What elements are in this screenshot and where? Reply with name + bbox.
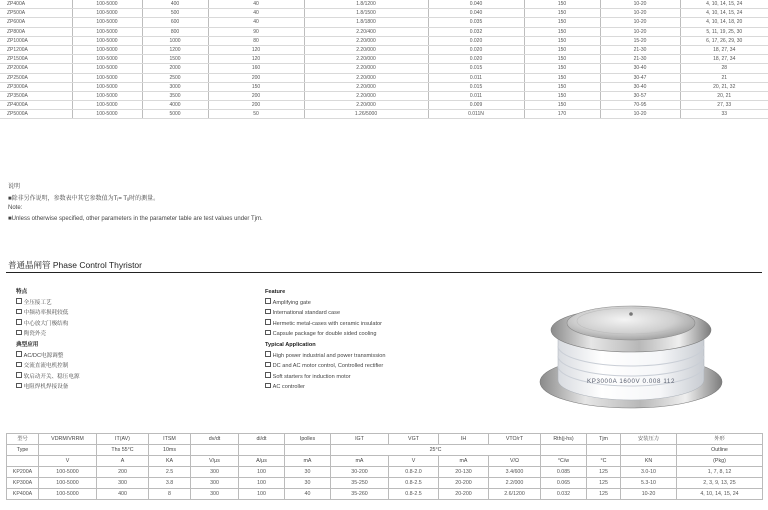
table-cell: ZP500A xyxy=(0,9,72,18)
unit-cell: A xyxy=(97,456,149,467)
features-cn-heading: 特点 xyxy=(16,289,28,295)
col-header: 外形 xyxy=(677,434,763,445)
section-divider xyxy=(6,272,762,273)
table-cell: 0.040 xyxy=(428,0,524,9)
table-cell: 2.20/000 xyxy=(304,101,428,110)
note-cn-label: 说明 xyxy=(8,184,21,190)
features-cn xyxy=(16,287,80,393)
feature-cn-item: 中心放大门极结构 xyxy=(16,319,80,330)
table-cell: 1.8/1500 xyxy=(304,9,428,18)
application-cn-item: AC/DC电源调整 xyxy=(16,351,80,362)
table-cell: 400 xyxy=(97,489,149,500)
col-header: IH xyxy=(439,434,489,445)
application-en-item: Soft starters for induction motor xyxy=(265,372,385,383)
table-cell: 15-20 xyxy=(600,36,680,45)
table-cell: 600 xyxy=(142,18,208,27)
table-cell: 100-5000 xyxy=(72,64,142,73)
table-cell: 20, 21, 32 xyxy=(680,82,768,91)
table-cell: ZP1000A xyxy=(0,36,72,45)
table-cell: 10-20 xyxy=(600,0,680,9)
table-cell: 6, 17, 26, 29, 30 xyxy=(680,36,768,45)
table-row xyxy=(0,91,768,100)
application-en-item: High power industrial and power transmission xyxy=(265,351,385,362)
table-cell: 100-5000 xyxy=(72,18,142,27)
table-cell: 28 xyxy=(680,64,768,73)
table-cell: 0.035 xyxy=(428,18,524,27)
col-header: VDRM/VRRM xyxy=(39,434,97,445)
table-cell: 0.020 xyxy=(428,36,524,45)
table-cell: 200 xyxy=(208,73,304,82)
table-cell: 150 xyxy=(524,73,600,82)
table-cell: 5.3-10 xyxy=(621,478,677,489)
unit-cell: mA xyxy=(439,456,489,467)
table-cell: 150 xyxy=(524,36,600,45)
table-cell: 2500 xyxy=(142,73,208,82)
table-cell: 2.20/400 xyxy=(304,27,428,36)
table-cell: 1000 xyxy=(142,36,208,45)
table-cell: 150 xyxy=(524,9,600,18)
table-cell: 30-40 xyxy=(600,64,680,73)
table-cell: 100-5000 xyxy=(72,9,142,18)
table-cell: 100-5000 xyxy=(39,478,97,489)
unit-cell: (Pkg) xyxy=(677,456,763,467)
table-cell: 3000 xyxy=(142,82,208,91)
table-cell: 100-5000 xyxy=(39,489,97,500)
col-header: VTO/rT xyxy=(489,434,541,445)
table-cell: 150 xyxy=(524,64,600,73)
table-row xyxy=(7,478,763,489)
section-title: 普通晶闸管 Phase Control Thyristor xyxy=(8,260,142,270)
table-cell: 100-5000 xyxy=(72,101,142,110)
table-cell: ZP2000A xyxy=(0,64,72,73)
note-cn-text: ■除非另作说明，参数表中其它参数值为Tⱼ= Tⱼⱼ时的测量。 xyxy=(8,196,160,202)
table-cell: 0.032 xyxy=(541,489,587,500)
table-cell: 0.8-2.5 xyxy=(389,489,439,500)
table-cell: 2.20/000 xyxy=(304,73,428,82)
table-cell: 125 xyxy=(587,478,621,489)
col-header: Rth(j-hs) xyxy=(541,434,587,445)
table-cell: 300 xyxy=(191,467,239,478)
table-cell: KP400A xyxy=(7,489,39,500)
table-cell: 3.4/600 xyxy=(489,467,541,478)
unit-cell xyxy=(7,456,39,467)
unit-cell: V xyxy=(389,456,439,467)
table-cell: 20-200 xyxy=(439,478,489,489)
feature-cn-item: 中频功率损耗较低 xyxy=(16,308,80,319)
col-header: ITSM xyxy=(149,434,191,445)
table-header-row xyxy=(7,434,763,445)
table-cell: 80 xyxy=(208,36,304,45)
table-cell: 100-5000 xyxy=(72,0,142,9)
table-cell: 100 xyxy=(239,489,285,500)
table-cell: 10-20 xyxy=(600,27,680,36)
table-cell: 40 xyxy=(208,9,304,18)
table-cell: 300 xyxy=(97,478,149,489)
feature-en-item: International standard case xyxy=(265,308,385,319)
table-cell: ZP600A xyxy=(0,18,72,27)
note-en-text: ■Unless otherwise specified, other parameters in the parameter table are test values under Tjm. xyxy=(8,216,263,222)
table-row xyxy=(0,36,768,45)
table-cell: ZP2500A xyxy=(0,73,72,82)
feature-cn-item: 全压接工艺 xyxy=(16,298,80,309)
table-cell: 3500 xyxy=(142,91,208,100)
table-cell: 2000 xyxy=(142,64,208,73)
table-cell: 100-5000 xyxy=(72,91,142,100)
applications-en-heading: Typical Application xyxy=(265,341,316,348)
table-cell: 20-130 xyxy=(439,467,489,478)
table-cell: 40 xyxy=(285,489,331,500)
table-cell: 200 xyxy=(208,91,304,100)
col-header: Ipolles xyxy=(285,434,331,445)
table-cell: 2.2/000 xyxy=(489,478,541,489)
table-cell: 30-47 xyxy=(600,73,680,82)
table-cell: 50 xyxy=(208,110,304,119)
table-cell: 170 xyxy=(524,110,600,119)
table-cell: 1200 xyxy=(142,45,208,54)
table-cell: 400 xyxy=(142,0,208,9)
table-cell: 2.20/000 xyxy=(304,55,428,64)
table-row xyxy=(7,467,763,478)
table-cell: 30 xyxy=(285,467,331,478)
col-subheader: 10ms xyxy=(149,445,191,456)
table-cell: 150 xyxy=(524,91,600,100)
table-cell: 4000 xyxy=(142,101,208,110)
table-cell: 150 xyxy=(208,82,304,91)
table-cell: ZP4000A xyxy=(0,101,72,110)
table-cell: 125 xyxy=(587,489,621,500)
table-cell: 0.040 xyxy=(428,9,524,18)
application-cn-item: 软启动开关、稳压电源 xyxy=(16,372,80,383)
table-cell: 10-20 xyxy=(600,18,680,27)
unit-cell: mA xyxy=(285,456,331,467)
table-cell: 21-30 xyxy=(600,55,680,64)
table-row xyxy=(0,18,768,27)
col-subheader: Ths 55°C xyxy=(97,445,149,456)
col-header: 安装压力 xyxy=(621,434,677,445)
unit-cell: V/μs xyxy=(191,456,239,467)
device-label: KP3000A 1600V 0.008 112 xyxy=(587,378,675,385)
table-cell: ZP3000A xyxy=(0,82,72,91)
table-cell: 0.015 xyxy=(428,64,524,73)
table-cell: 0.8-2.5 xyxy=(389,478,439,489)
table-cell: 100-5000 xyxy=(72,55,142,64)
table-cell: 0.011N xyxy=(428,110,524,119)
note-en-label: Note: xyxy=(8,205,23,211)
table-cell: KP300A xyxy=(7,478,39,489)
feature-en-item: Hermetic metal-cases with ceramic insulator xyxy=(265,319,385,330)
table-row xyxy=(0,0,768,9)
unit-cell: V/Ω xyxy=(489,456,541,467)
table-cell: 160 xyxy=(208,64,304,73)
application-cn-item: 交流直流电机控制 xyxy=(16,361,80,372)
unit-cell: °C/w xyxy=(541,456,587,467)
table-cell: 0.011 xyxy=(428,91,524,100)
table-cell: 40 xyxy=(208,0,304,9)
feature-cn-item: 陶瓷外壳 xyxy=(16,329,80,340)
table-cell: 0.011 xyxy=(428,73,524,82)
col-header: di/dt xyxy=(239,434,285,445)
feature-en-item: Amplifying gate xyxy=(265,298,385,309)
table-cell: 5, 11, 19, 25, 30 xyxy=(680,27,768,36)
table-cell: 21 xyxy=(680,73,768,82)
table-cell: 2.6/1200 xyxy=(489,489,541,500)
table-cell: 150 xyxy=(524,18,600,27)
table-cell: 1.8/1200 xyxy=(304,0,428,9)
table-cell: KP200A xyxy=(7,467,39,478)
table-cell: 1.26/5000 xyxy=(304,110,428,119)
table-cell: 120 xyxy=(208,45,304,54)
top-electrode xyxy=(567,306,695,340)
table-subheader-row xyxy=(7,445,763,456)
table-cell: 500 xyxy=(142,9,208,18)
table-cell: 2.20/000 xyxy=(304,82,428,91)
table-cell: 4, 10, 14, 15, 24 xyxy=(677,489,763,500)
table-cell: 8 xyxy=(149,489,191,500)
table-cell: 40 xyxy=(208,18,304,27)
table-cell: 100 xyxy=(239,478,285,489)
table-cell: 2.20/000 xyxy=(304,64,428,73)
application-en-item: DC and AC motor control, Controlled rectifier xyxy=(265,361,385,372)
table-cell: ZP3500A xyxy=(0,91,72,100)
table-row xyxy=(0,55,768,64)
table-cell: 100-5000 xyxy=(72,82,142,91)
table-cell: 18, 27, 34 xyxy=(680,45,768,54)
table-cell: 5000 xyxy=(142,110,208,119)
table-cell: 100-5000 xyxy=(39,467,97,478)
table-row xyxy=(0,82,768,91)
table-cell: 150 xyxy=(524,0,600,9)
table-row xyxy=(0,73,768,82)
table-cell: 125 xyxy=(587,467,621,478)
table-cell: 21-30 xyxy=(600,45,680,54)
table-cell: 300 xyxy=(191,478,239,489)
table-cell: 4, 10, 14, 15, 24 xyxy=(680,0,768,9)
col-header: dv/dt xyxy=(191,434,239,445)
table-cell: 1500 xyxy=(142,55,208,64)
table-cell: 4, 10, 14, 15, 24 xyxy=(680,9,768,18)
table-cell: 4, 10, 14, 18, 20 xyxy=(680,18,768,27)
table-cell: 100-5000 xyxy=(72,27,142,36)
col-subheader: Outline xyxy=(677,445,763,456)
unit-cell: °C xyxy=(587,456,621,467)
table-cell: 2.20/000 xyxy=(304,91,428,100)
table-cell: 0.009 xyxy=(428,101,524,110)
table-cell: 20-200 xyxy=(439,489,489,500)
table-row xyxy=(7,489,763,500)
table-row xyxy=(0,27,768,36)
table-cell: 10-20 xyxy=(621,489,677,500)
table-cell: 200 xyxy=(97,467,149,478)
table-cell: 1, 7, 8, 12 xyxy=(677,467,763,478)
table-cell: 100-5000 xyxy=(72,73,142,82)
table-row xyxy=(0,45,768,54)
table-cell: 150 xyxy=(524,55,600,64)
table-row xyxy=(0,64,768,73)
table-cell: 100-5000 xyxy=(72,45,142,54)
table-cell: 30 xyxy=(285,478,331,489)
table-cell: 30-200 xyxy=(331,467,389,478)
table-cell: 18, 27, 34 xyxy=(680,55,768,64)
unit-cell: A/μs xyxy=(239,456,285,467)
table-cell: 0.8-2.0 xyxy=(389,467,439,478)
table-cell: 3.8 xyxy=(149,478,191,489)
table-cell: 2.20/000 xyxy=(304,45,428,54)
features-en xyxy=(265,287,385,393)
unit-cell: V xyxy=(39,456,97,467)
unit-cell: KA xyxy=(149,456,191,467)
table-cell: ZP800A xyxy=(0,27,72,36)
table-cell: 100-5000 xyxy=(72,110,142,119)
application-en-item: AC controller xyxy=(265,382,385,393)
col-header: VGT xyxy=(389,434,439,445)
table-cell: 100-5000 xyxy=(72,36,142,45)
table-row xyxy=(0,101,768,110)
table-cell: 800 xyxy=(142,27,208,36)
phase-control-thyristor-table xyxy=(6,433,763,500)
table-cell: 35-250 xyxy=(331,478,389,489)
col-header: IT(AV) xyxy=(97,434,149,445)
table-cell: 33 xyxy=(680,110,768,119)
thyristor-spec-table-top xyxy=(0,0,768,119)
applications-cn-heading: 典型应用 xyxy=(16,341,39,348)
table-cell: 200 xyxy=(208,101,304,110)
table-cell: 27, 33 xyxy=(680,101,768,110)
col-header: 型号 xyxy=(7,434,39,445)
table-cell: 0.020 xyxy=(428,55,524,64)
table-row xyxy=(0,9,768,18)
table-cell: 2.20/000 xyxy=(304,36,428,45)
table-cell: 0.032 xyxy=(428,27,524,36)
table-cell: ZP400A xyxy=(0,0,72,9)
table-cell: 150 xyxy=(524,45,600,54)
table-cell: 90 xyxy=(208,27,304,36)
table-cell: 0.065 xyxy=(541,478,587,489)
table-cell: 2.5 xyxy=(149,467,191,478)
table-cell: ZP1200A xyxy=(0,45,72,54)
table-cell: 10-20 xyxy=(600,9,680,18)
table-cell: 150 xyxy=(524,82,600,91)
table-cell: ZP5000A xyxy=(0,110,72,119)
table-cell: 20, 21 xyxy=(680,91,768,100)
col-subheader: Type xyxy=(7,445,39,456)
thyristor-device-image xyxy=(538,290,724,418)
application-cn-item: 电阻焊机焊接设备 xyxy=(16,382,80,393)
temp-condition: 25°C xyxy=(331,445,541,456)
table-cell: 35-260 xyxy=(331,489,389,500)
table-cell: 30-57 xyxy=(600,91,680,100)
col-header: IGT xyxy=(331,434,389,445)
table-cell: 100 xyxy=(239,467,285,478)
table-cell: 150 xyxy=(524,101,600,110)
table-cell: 0.015 xyxy=(428,82,524,91)
table-cell: 150 xyxy=(524,27,600,36)
unit-cell: KN xyxy=(621,456,677,467)
features-en-heading: Feature xyxy=(265,289,286,295)
table-cell: ZP1500A xyxy=(0,55,72,64)
table-cell: 0.020 xyxy=(428,45,524,54)
table-units-row xyxy=(7,456,763,467)
unit-cell: mA xyxy=(331,456,389,467)
table-row xyxy=(0,110,768,119)
feature-en-item: Capsule package for double sided cooling xyxy=(265,329,385,340)
table-cell: 0.085 xyxy=(541,467,587,478)
table-cell: 2, 3, 9, 13, 25 xyxy=(677,478,763,489)
col-header: Tjm xyxy=(587,434,621,445)
table-cell: 10-20 xyxy=(600,110,680,119)
table-cell: 30-40 xyxy=(600,82,680,91)
table-cell: 1.8/1800 xyxy=(304,18,428,27)
table-cell: 120 xyxy=(208,55,304,64)
table-cell: 70-95 xyxy=(600,101,680,110)
table-cell: 3.0-10 xyxy=(621,467,677,478)
table-cell: 300 xyxy=(191,489,239,500)
